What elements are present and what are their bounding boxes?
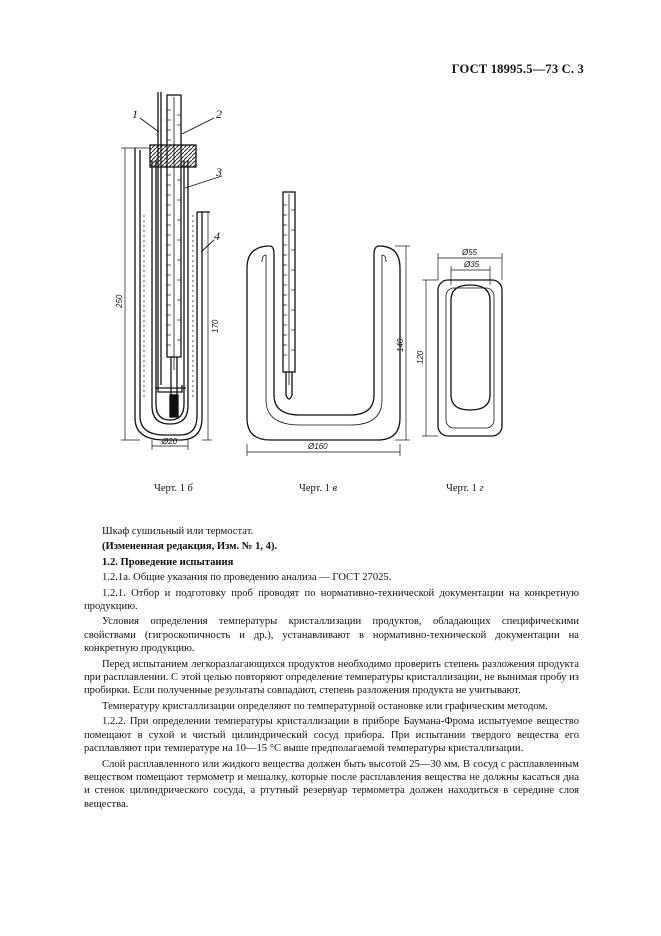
paragraph: Условия определения температуры кристаллизации продуктов, обладающих специфическими свойствами (гигроскопичность и др.), устанавливают в нормативно-технической документации на конкретную продукцию.	[84, 616, 579, 655]
callout-4: 4	[214, 229, 220, 243]
figure-1v-bath	[247, 192, 400, 440]
paragraph: Перед испытанием легкоразлагающихся продуктов необходимо проверить степень разложения продукта при расплавлении. С этой целью повторяют определение температуры кристаллизации, не вынимая пробу из пробирки. Если полученные результаты совпадают, степень разложения продукта не учитывают.	[84, 658, 579, 697]
amendment-note: (Измененная редакция, Изм. № 1, 4).	[102, 541, 278, 553]
dim-140: 140	[396, 338, 405, 352]
caption-fig-1v: Черт. 1 в	[299, 483, 338, 494]
paragraph: 1.2.2. При определении температуры кристаллизации в приборе Баумана-Фрома испытуемое вещество помещают в сухой и чистый цилиндрический сосуд прибора. При испытании твердого вещества его расплавляют при температуре на 10—15 °С выше предполагаемой температуры кристаллизации.	[84, 716, 579, 755]
body-text	[84, 525, 579, 813]
section-heading: 1.2. Проведение испытания	[102, 556, 234, 568]
callout-2: 2	[216, 107, 222, 121]
dim-120: 120	[416, 350, 425, 364]
paragraph: 1.2.1. Отбор и подготовку проб проводят по нормативно-технической документации на конкретную продукцию.	[84, 587, 579, 613]
page-header: ГОСТ 18995.5—73 С. 3	[451, 62, 584, 76]
dim-250: 250	[115, 294, 124, 308]
callout-1: 1	[132, 107, 138, 121]
figure-1g-vessel	[438, 280, 502, 436]
dim-170: 170	[211, 319, 220, 333]
paragraph: Слой расплавленного или жидкого вещества должен быть высотой 25—30 мм. В сосуд с расплавленным веществом помещают термометр и мешалку, которые после расплавления вещества не должны касаться дна и стенок цилиндрического сосуда, а ртутный резервуар термометра должен находиться в середине слоя вещества.	[84, 758, 579, 810]
dim-d160: Ø160	[308, 442, 328, 451]
figure-1b-apparatus	[135, 92, 210, 440]
caption-fig-1g: Черт. 1 г	[446, 483, 484, 494]
paragraph: Температуру кристаллизации определяют по температурной остановке или графическим методом.	[102, 700, 548, 712]
callout-3: 3	[216, 165, 222, 179]
dim-d20: Ø20	[162, 437, 178, 446]
caption-fig-1b: Черт. 1 б	[154, 483, 193, 494]
dim-d35: Ø35	[464, 260, 480, 269]
paragraph: Шкаф сушильный или термостат.	[102, 526, 254, 537]
paragraph: 1.2.1а. Общие указания по проведению анализа — ГОСТ 27025.	[102, 572, 392, 584]
dim-d55: Ø55	[462, 248, 478, 257]
